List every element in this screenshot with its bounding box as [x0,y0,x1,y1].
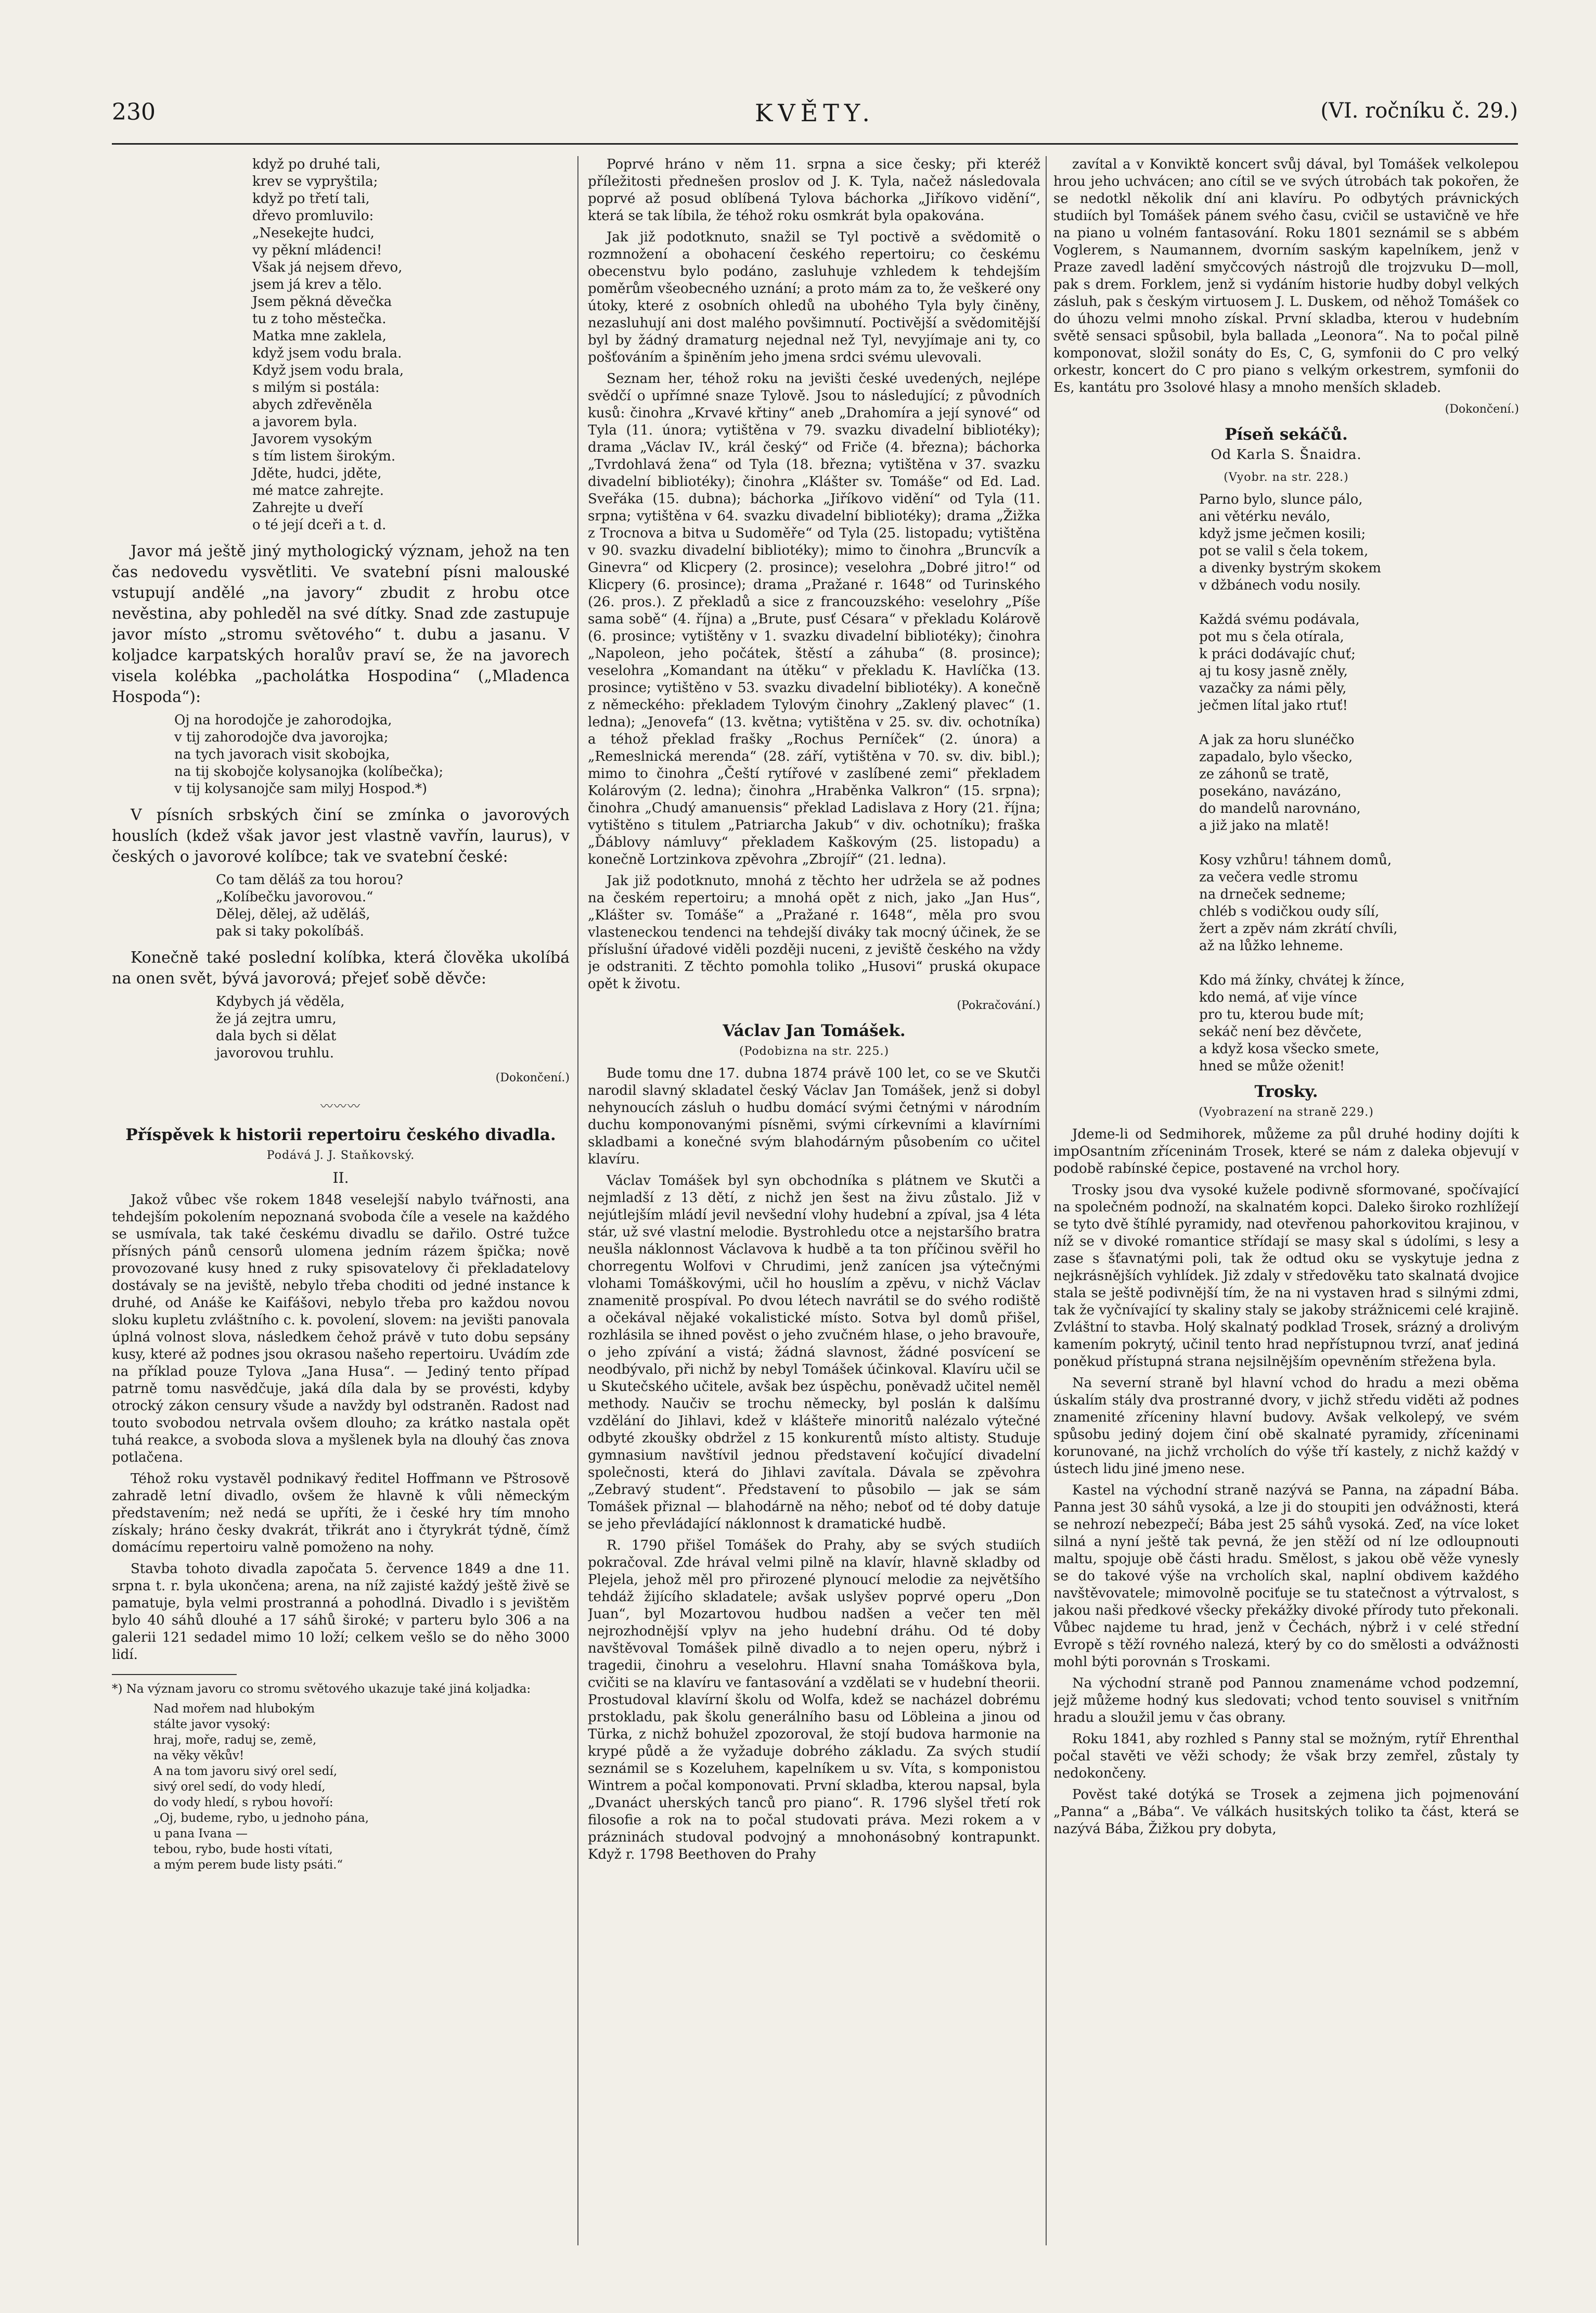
verse-line: abych zdřevěněla [252,397,372,413]
verse-line: s tím listem širokým. [252,449,396,464]
verse-line [1199,835,1519,852]
column-left [112,156,570,2251]
continuation-note: (Dokončení.) [1445,403,1519,416]
paragraph: Václav Tomášek byl syn obchodníka s plátnem ve Skutči a nejmladší z 13 dětí, z nichž jen šest na živu zůstalo. Již v nejútlejším mládí jevil nevšední vlohy hudební a zpíval, jsa 4 léta stár, už své vlastní melodie. Bystrohledu otce a nejstaršího bratra neušla náklonnost Václavova k hudbě a ta ton příčinou svěřil ho chorregentu Wolfovi v Chrudimi, jenž zanícen jsa výtečnými vlohami Tomáškovými, učil ho houslím a zpěvu, v nichž Václav znamenitě prospíval. Po dvou létech navrátil se do svého rodiště a očekával nějaké vokalistické místo. Sotva byl domů přišel, rozhlásila se ihned pověst o jeho zvučném hlase, o jeho bravouře, o jeho zpívání a vistá; žádná slavnost, žádné posvícení se neodbývalo, při nichž by nebyl Tomášek účinkoval. Klavíru učil se u Skutečského učitele, avšak bez úspěchu, poněvadž učitel neměl methody. Naučiv se trochu německy, byl poslán k dalšímu vzdělání do Jihlavi, kdež v klášteře minoritů nalézalo výtečné odbyté zkoušky obdržel z 15 konkurentů místo altisty. Studuje gymnasium navštívil jednou představení kočující divadelní společnosti, která do Jihlavi zavítala. Dávala se zpěvohra „Zebravý student“. Představení to působilo — jak se sám Tomášek přiznal — blahodárně na něho; neboť od té doby datuje se jeho převládající náklonnost k dramatické hudbě. [588,1173,1040,1532]
verse-line: Když jsem vodu brala, [252,363,404,378]
verse-line: na tij skobojče kolysanojka (kolíbečka); [174,764,444,779]
verse-line: o té její dceři a t. d. [252,517,387,533]
footnote-rule [112,1674,237,1675]
verse-line: A na tom javoru sivý orel sedí, [153,1765,338,1778]
verse-line: Však já nejsem dřevo, [252,260,403,275]
paragraph: Poprvé hráno v něm 11. srpna a sice česky; při kteréž příležitosti přednešen proslov od J. K. Tyla, načež následovala poprvé až posud oblíbená Tylova báchorka „Jiříkovo vidění“, která se tak líbila, že téhož roku osmkrát byla opakována. [588,157,1040,224]
verse-line: stálte javor vysoký: [153,1718,271,1731]
footnote-verse [153,1701,570,1873]
verse-line: Oj na horodojče je zahorodojka, [174,712,392,728]
section-number: II. [332,1169,349,1186]
paragraph: Téhož roku vystavěl podnikavý ředitel Hoffmann ve Pštrosově zahradě letní divadlo, ovšem že hlavně k vůli německým představením; než nedá se upříti, že i české hry tím mnoho získaly; hráno česky dvakrát, třikrát ano i čtyrykrát týdně, čímž domácímu repertoiru valně pomoženo na nohy. [112,1471,570,1555]
continuation-note: (Pokračování.) [957,999,1040,1012]
paragraph: Jdeme-li od Sedmihorek, můžeme za půl druhé hodiny dojíti k impOsantním zříceninám Trosek, které se nám z daleka objevují v podobě rabínské čepice, postavené na vrchol hory. [1053,1127,1519,1177]
paragraph: Trosky jsou dva vysoké kužele podivně sformované, spočívající na společném podnoží, na skalnatém kopci. Daleko široko rozhlížejí se tyto dvě štíhlé pyramidy, nad otevřenou pahorkovitou krajinou, v níž se v divoké romantice střídají se masy skal s údolími, s lesy a zase s šťavnatými poli, tak že odtud oku se vyskytuje jedna z nejkrásnějších vyhlídek. Již zdaly v středověku tato skalnatá dvojice stala se ještě podivnější tím, že na ni vystaven hrad s silnými zdmi, tak že vyčnívající ty skaliny staly se jakoby strážnicemi celé krajině. Zvláštní to stavba. Holý skalnatý podklad Trosek, srázný a drolivým kamením pokrytý, učinil tento hrad nepřístupnou tvrzí, anať jediná poněkud přístupná strana nejsilnějším opevněním střežena byla. [1053,1182,1519,1370]
verse-line: když po druhé tali, [252,157,381,172]
verse-line: do vody hledí, s rybou hovoří: [153,1796,333,1809]
verse-line: pot se valil s čela tokem, [1199,543,1369,559]
verse-line: jsem já krev a tělo. [252,277,382,292]
article-byline: Podává J. J. Staňkovský. [266,1149,415,1162]
verse-line: hned se může oženit! [1199,1058,1345,1074]
verse-line: ječmen lítal jako rtuť! [1199,698,1348,713]
verse-line: Co tam děláš za tou horou? [216,872,403,888]
verse-line: ani větérku neválo, [1199,509,1331,525]
verse-line: Kdybych já věděla, [216,994,345,1009]
verse-line: když po třetí tali, [252,191,370,207]
verse-line: Kosy vzhůru! táhnem domů, [1199,852,1392,868]
verse-line: „Oj, budeme, rybo, u jednoho pána, [153,1811,369,1825]
verse-line: vazačky za námi pěly, [1199,681,1347,696]
article-subtitle: (Vyobrazení na straně 229.) [1199,1106,1374,1119]
paragraph: Pověst také dotýká se Trosek a zejmena jich pojmenování „Panna“ a „Bába“. Ve válkách husitských toliko ta část, která se nazývá Bába, Žižkou pry dobyta, [1053,1787,1519,1837]
paragraph: Jak již podotknuto, mnohá z těchto her udržela se až podnes na českém repertoiru; a mnohá opět z nich, jako „Jan Hus“, „Klášter sv. Tomáše“ a „Pražané r. 1648“, měla pro svou vlasteneckou tendenci na tehdejší diváky tak mocný účinek, že se příslušní úřadové viděli později nuceni, z jeviště českého na vždy je odstraniti. Z těchto pomohla toliko „Husovi“ pruská okupace opět k životu. [588,873,1040,992]
verse-line: Javorem vysokým [252,431,372,447]
verse-line: Parno bylo, slunce pálo, [1199,492,1363,507]
column-right [1053,156,1519,2251]
paragraph: R. 1790 přišel Tomášek do Prahy, aby se svých studiích pokračoval. Zde hrával velmi pilně na klavír, hlavně skladby od Plejela, jehož měl pro přirozené plynoucí melodie za největšího tehdáž žijícího skladatele; avšak uslyšev poprvé operu „Don Juan“, byl Mozartovou hudbou nadšen a večer ten měl nejrozhodnější vplyv na jeho hudební dráhu. Od té doby navštěvoval Tomášek pilně divadlo a to nejen operu, nýbrž i tragedii, činohru a veselohru. Hlavní snaha Tomáškova byla, cvičiti se na klavíru ve fantasování a vzdělati se v hudební theorii. Prostudoval klavírní školu od Wolfa, kdež se nacházel dobrému prstokladu, pak školu generálního basu od Löbleina a jinou od Türka, z nichž bohužel zpozoroval, že stojí budova harmonie na krypé půdě a že vyžaduje dobrého základu. Za svých studií seznámil se s Kozeluhem, kapelníkem u sv. Víta, s komponistou Wintrem a počal komponovati. První skladba, kterou napsal, byla „Dvanáct uherských tanců pro piano“. R. 1796 slyšel třetí rok filosofie a rok na to počal studovati práva. Mezi rokem a v prázninách studoval podvojný a mnohonásobný kontrapunkt. Když r. 1798 Beethoven do Prahy [588,1538,1040,1862]
verse-line: sekáč není bez děvčete, [1199,1024,1362,1040]
column-middle [588,156,1040,2251]
verse-line: a javorem byla. [252,414,357,430]
verse-truhla [216,993,570,1062]
verse-line: ze záhonů se tratě, [1199,766,1330,782]
verse-line: dala bych si dělat [216,1028,337,1044]
article-title: Václav Jan Tomášek. [723,1021,906,1040]
paragraph: Bude tomu dne 17. dubna 1874 právě 100 let, co se ve Skutči narodil slavný skladatel český Václav Jan Tomášek, jenž si dobyl nehynoucích zásluh o hudbu domácí svými četnými v národním duchu komponovanými písněmi, svými církevními a klavírními skladbami a konečné svým blahodárným působením co učitel klavíru. [588,1066,1040,1167]
paragraph: V písních srbských činí se zmínka o javorových houslích (kdež však javor jest vlastně vavřín, laurus), v českých o javorové kolíbce; tak ve svatební české: [112,806,570,866]
verse-line: chléb s vodičkou oudy sílí, [1199,904,1380,919]
journal-title: KVĚTY. [755,99,875,127]
poem-title: Píseň sekáčů. [1225,425,1348,444]
verse-line: když jsme ječmen kosili; [1199,526,1366,542]
issue-label: (VI. ročníku č. 29.) [1320,99,1518,123]
verse-line: tebou, rybo, bude hosti vítati, [153,1843,333,1856]
verse-line: u pana Ivana — [153,1827,248,1841]
verse-line: Jsem pěkná děvečka [252,294,392,310]
paragraph: Na východní straně pod Pannou znamenáme vchod podzemní, jejž můžeme hodný kus sledovati; vchod tento souvisel s vnitřním hradu a sloužil jemu v čas obrany. [1053,1676,1519,1726]
paragraph: Jak již podotknuto, snažil se Tyl poctivě a svědomitě o rozmnožení a obohacení českého repertoiru; co českému obecenstvu bylo podáno, zasluhuje vzhledem k tehdejším poměrům všeobecného uznání; a proto mám za to, že veškeré ony útoky, které z osobních ohledů na ubohého Tyla byly činěny, nezasluhují ani dost malého povšimnutí. Poctivější a svědomitější byl by žádný dramaturg nejednal než Tyl, nevyjímaje ani ty, co pošťováním a špiněním jeho jmena srdci svému ulevovali. [588,229,1040,365]
verse-line: a když kosa všecko smete, [1199,1041,1380,1057]
paragraph: Kastel na východní straně nazývá se Panna, na západní Bába. Panna jest 30 sáhů vysoká, a lze ji do stoupiti jen odvážnosti, která se nehrozí nebezpečí; Bába jest 25 sáhů vysoká. Zeď, na více loket silná a nyní ještě tak pevná, že jen stěží od ní lze odloupnouti maltu, spojuje obě části hradu. Smělost, s jakou obě věže vynesly se do takové výše na vrcholích skal, naplní obdivem každého navštěvovatele; mimovolně pociťuje se tu statečnost a výtrvalost, s jakou naši předkové všecky překážky divoké přírody tuto překonali. Vůbec najdeme tu hrad, jenž v Čechách, nýbrž i v celé střední Evropě s těží rovného nalezá, který by co do smělosti a odvážnosti mohl býti porovnán s Troskami. [1053,1483,1519,1670]
column-rule-right [1046,156,1047,2245]
verse-line [1199,594,1519,611]
verse-line: do mandelů narovnáno, [1199,801,1361,816]
verse-line: na věky věkův! [153,1749,244,1762]
verse-line: sivý orel sedí, do vody hledí, [153,1780,326,1794]
paragraph: zavítal a v Konviktě koncert svůj dával, byl Tomášek velkolepou hrou jeho uchvácen; ano cítil se ve svých útrobách tak pokořen, že se nedotkl několik dní ani klavíru. Po odbytých právnických studiích byl Tomášek pánem svého času, cvičil se ustavičně ve hře na piano u volném fantasování. Roku 1801 seznámil se s abbém Voglerem, s Naumannem, dvorním saským kapelníkem, jenž v Praze zavedl ladění smyčcových nástrojů dle trojzvuku D—moll, pak s drem. Forklem, jenž si vydáním historie hudby dobyl velkých zásluh, pak s českým virtuosem J. L. Duskem, od něhož Tomášek co do úhozu velmi mnoho získal. První skladba, kterou v hudebním světě sensaci spůsobil, byla ballada „Leonora“. Na to počal pilně komponovat, složil sonáty do Es, C, G, symfonii do C pro velký orkestr, koncert do C pro piano s velkým orkestrem, symfonii do Es, kantátu pro 3solové hlasy a mnoho menších skladeb. [1053,157,1519,395]
verse-kolibka [216,872,570,940]
verse-line: dřevo promluvilo: [252,208,374,224]
verse-line: a mým perem bude listy psáti.“ [153,1858,343,1872]
verse-line: za večera vedle stromu [1199,870,1358,885]
paragraph: Jakož vůbec vše rokem 1848 veselejší nabylo tvářnosti, ana tehdejším pokolením nepoznaná svoboda číle a vesele na každého se usmívala, tak také českému divadlu se dařilo. Ostré tužce přísných pánů censorů ulomena jedním rázem špička; nově provozované kusy hned z ruky spisovatelovy či překladatelovy dostávaly se na jeviště, nebylo třeba choditi od jedné instance k druhé, od Anáše ke Kaifášovi, nebylo třeba pro každou novou sloku kupletu zvláštního c. k. povolení, slovem: na jevišti panovala úplná volnost slova, následkem čehož právě v tuto dobu sepsány kusy, které až podnes jsou okrasou našeho repertoiru. Uvádím zde na příklad pouze Tylova „Jana Husa“. — Jediný tento případ patrně tomu nasvědčuje, jaká díla dala by se provésti, kdyby otrocký zákon censury všude a navždy byl odstraněn. Radost nad touto svobodou netrvala ovšem dlouho; za krátko nastala opět tuhá reakce, a svoboda slova a myšlenek byla na dlouhý čas znova potlačena. [112,1192,570,1465]
verse-line: až na lůžko lehneme. [1199,938,1344,954]
verse-line: hraj, moře, raduj se, země, [153,1733,317,1747]
verse-line: pro tu, kterou bude mít; [1199,1007,1365,1023]
verse-maple-song [252,156,570,534]
verse-line: Matka mne zaklela, [252,328,387,344]
verse-line: Kdo má žínky, chvátej k žínce, [1199,973,1405,988]
verse-line: a již jako na mlatě! [1199,818,1330,834]
continuation-note: (Dokončení.) [495,1071,570,1084]
verse-line: s milým si postála: [252,380,380,395]
paragraph: Javor má ještě jiný mythologický význam, jehož na ten čas nedovedu vysvětliti. Ve svatební písni malouské vstupují andělé „na javory“ zbudit z hrobu otce nevěstina, aby pohleděl na své dítky. Snad zde zastupuje javor místo „stromu světového“ t. dubu a jasanu. V koljadce karpatských horalův praví se, že na javorech visela kolébka „pacholátka Hospodina“ („Mladenca Hospoda“): [112,542,570,706]
verse-line: posekáno, navázáno, [1199,784,1342,799]
verse-line: tu z toho městečka. [252,311,387,327]
verse-line: v tij zahorodojče dva javorojka; [174,730,389,745]
header-rule [112,143,1518,145]
verse-line [1199,955,1519,972]
paragraph: Seznam her, téhož roku na jevišti české uvedených, nejlépe svědčí o upřímné snaze Tylově. Jsou to následující; z původních kusů: činohra „Krvavé křtiny“ aneb „Drahomíra a její synové“ od Tyla (11. února; vytištěna v 79. svazku divadelní bibliotéky); drama „Václav IV., král český“ od Friče (4. března); báchorka „Tvrdohlavá žena“ od Tyla (18. března; vytištěna v 37. svazku divadelní bibliotéky); činohra „Klášter sv. Tomáše“ od Ed. Lad. Sveřáka (15. dubna); báchorka „Jiříkovo vidění“ od Tyla (11. srpna; vytištěna v 64. svazku divadelní bibliotéky); drama „Žižka z Trocnova a bitva u Sudoměře“ od Tyla (25. listopadu; vytištěna v 90. svazku divadelní bibliotéky); mimo to činohra „Bruncvík a Ginevra“ od Klicpery (2. prosince); veselohra „Dobré jitro!“ od Klicpery (6. prosince); drama „Pražané r. 1648“ od Turinského (26. pros.). Z překladů a sice z francouzského: veselohry „Píše sama sobě“ (4. října) a „Brute, pusť Césara“ v překladu Kolárově (6. prosince; vytištěny v 1. svazku divadelní bibliotéky); činohra „Napoleon, jeho počátek, štěstí a záhuba“ (8. prosince); veselohra „Komandant na útěku“ v překladu K. Havlíčka (13. prosince; vytištěno v 53. svazku divadelní bibliotéky). A konečně z německého: překladem Tylovým činohry „Zaklený plavec“ (1. ledna); „Jenovefa“ (13. května; vytištěna v 25. sv. div. ochotníka) a téhož překlad frašky „Rochus Perníček“ (2. února) a „Remeslnická merenda“ (28. září, vytištěna v 70. sv. div. bibl.); mimo to činohra „Čeští rytířové v zaslíbené zemi“ překladem Kolárovým (2. ledna); činohra „Hraběnka Valkron“ (15. srpna); činohra „Chudý amanuensis“ překlad Ladislava z Hory (21. října; vytištěno s titulem „Patriarcha Jakub“ v div. ochotníku); fraška „Ďáblovy námluvy“ překladem Kaškovým (25. listopadu) a konečně Lortzinkova zpěvohra „Zbrojíř“ (21. ledna). [588,371,1040,867]
verse-line: Zahrejte u dveří [252,500,363,516]
verse-line: na tych javorach visit skobojka, [174,747,390,762]
verse-line: když jsem vodu brala. [252,346,402,361]
verse-line [1199,714,1519,732]
article-title: Příspěvek k historii repertoiru českého divadla. [125,1126,556,1144]
verse-line: Jděte, hudci, jděte, [252,466,382,481]
verse-line: A jak za horu slunéčko [1199,732,1355,748]
verse-line: v tij kolysanojče sam milyj Hospod.*) [174,781,428,797]
poem-subtitle: (Vyobr. na str. 228.) [1224,471,1349,484]
page-header [112,99,1518,130]
verse-line: pak si taky pokolíbáš. [216,924,364,939]
paragraph: Konečně také poslední kolíbka, která člověka ukolíbá na onen svět, bývá javorová; přejeť sobě děvče: [112,949,570,988]
footnote: *) Na význam javoru co stromu světového ukazuje také jiná koljadka: [112,1682,531,1696]
poem-verse [1199,491,1519,1075]
verse-line: kdo nemá, ať vije vínce [1199,990,1357,1005]
verse-line: „Nesekejte hudci, [252,225,375,241]
verse-line: k práci dodávajíc chuť; [1199,646,1356,662]
paragraph: Roku 1841, aby rozhled s Panny stal se možným, rytíř Ehrenthal počal stavěti ve věži schody; že však brzy zemřel, zůstaly ty nedokončeny. [1053,1731,1519,1781]
verse-line: na drneček sedneme; [1199,887,1346,902]
verse-line: žert a zpěv nám zkrátí chvíli, [1199,921,1398,937]
poem-author: Od Karla S. Šnaidra. [1211,447,1362,463]
verse-line: v džbánech vodu nosily. [1199,578,1361,593]
paragraph: Na severní straně byl hlavní vchod do hradu a mezi oběma úskalím stály dva prostranné dvory, v jichž středu viděti až podnes znamenité zříceniny hlavní budovy. Avšak velkolepý, ve svém spůsobu jediný dojem činí obě skalnaté pyramidy, zříceninami korunované, na jichž vrcholích do výše tří kastely, z nichž každý v ústech lidu jiné jmeno nese. [1053,1375,1519,1477]
column-rule-left [577,156,578,2245]
page-number: 230 [112,99,156,125]
paragraph: Stavba tohoto divadla započata 5. července 1849 a dne 11. srpna t. r. byla ukončena; arena, na níž zajisté každý ještě živě se pamatuje, byla velmi prostranná a pohodlná. Divadlo i s jevištěm bylo 40 sáhů dlouhé a 17 sáhů široké; v parteru bylo 306 a na galerii 121 sedadel mimo 10 loží; celkem vešlo se do něho 3000 lidí. [112,1561,570,1663]
ornament-divider: 〰〰〰 [320,1099,361,1114]
verse-line: že já zejtra umru, [216,1011,337,1027]
verse-line: javorovou truhlu. [216,1045,334,1061]
verse-line: Dělej, dělej, až uděláš, [216,906,370,922]
article-subtitle: (Podobizna na str. 225.) [739,1045,890,1058]
verse-koljadka [174,712,570,798]
verse-line: „Kolíbečku javorovou.“ [216,889,374,905]
verse-line: pot mu s čela otírala, [1199,629,1344,645]
verse-line: mé matce zahrejte. [252,483,384,499]
verse-line: krev se vypryštila; [252,174,378,189]
verse-line: vy pěkní mládenci! [252,242,382,258]
verse-line: Nad mořem nad hlubokým [153,1702,315,1716]
verse-line: Každá svému podávala, [1199,612,1360,628]
article-title: Trosky. [1254,1082,1318,1101]
verse-line: zapadalo, bylo všecko, [1199,749,1353,765]
verse-line: a divenky bystrým skokem [1199,560,1381,576]
verse-line: aj tu kosy jasně zněly, [1199,663,1348,679]
